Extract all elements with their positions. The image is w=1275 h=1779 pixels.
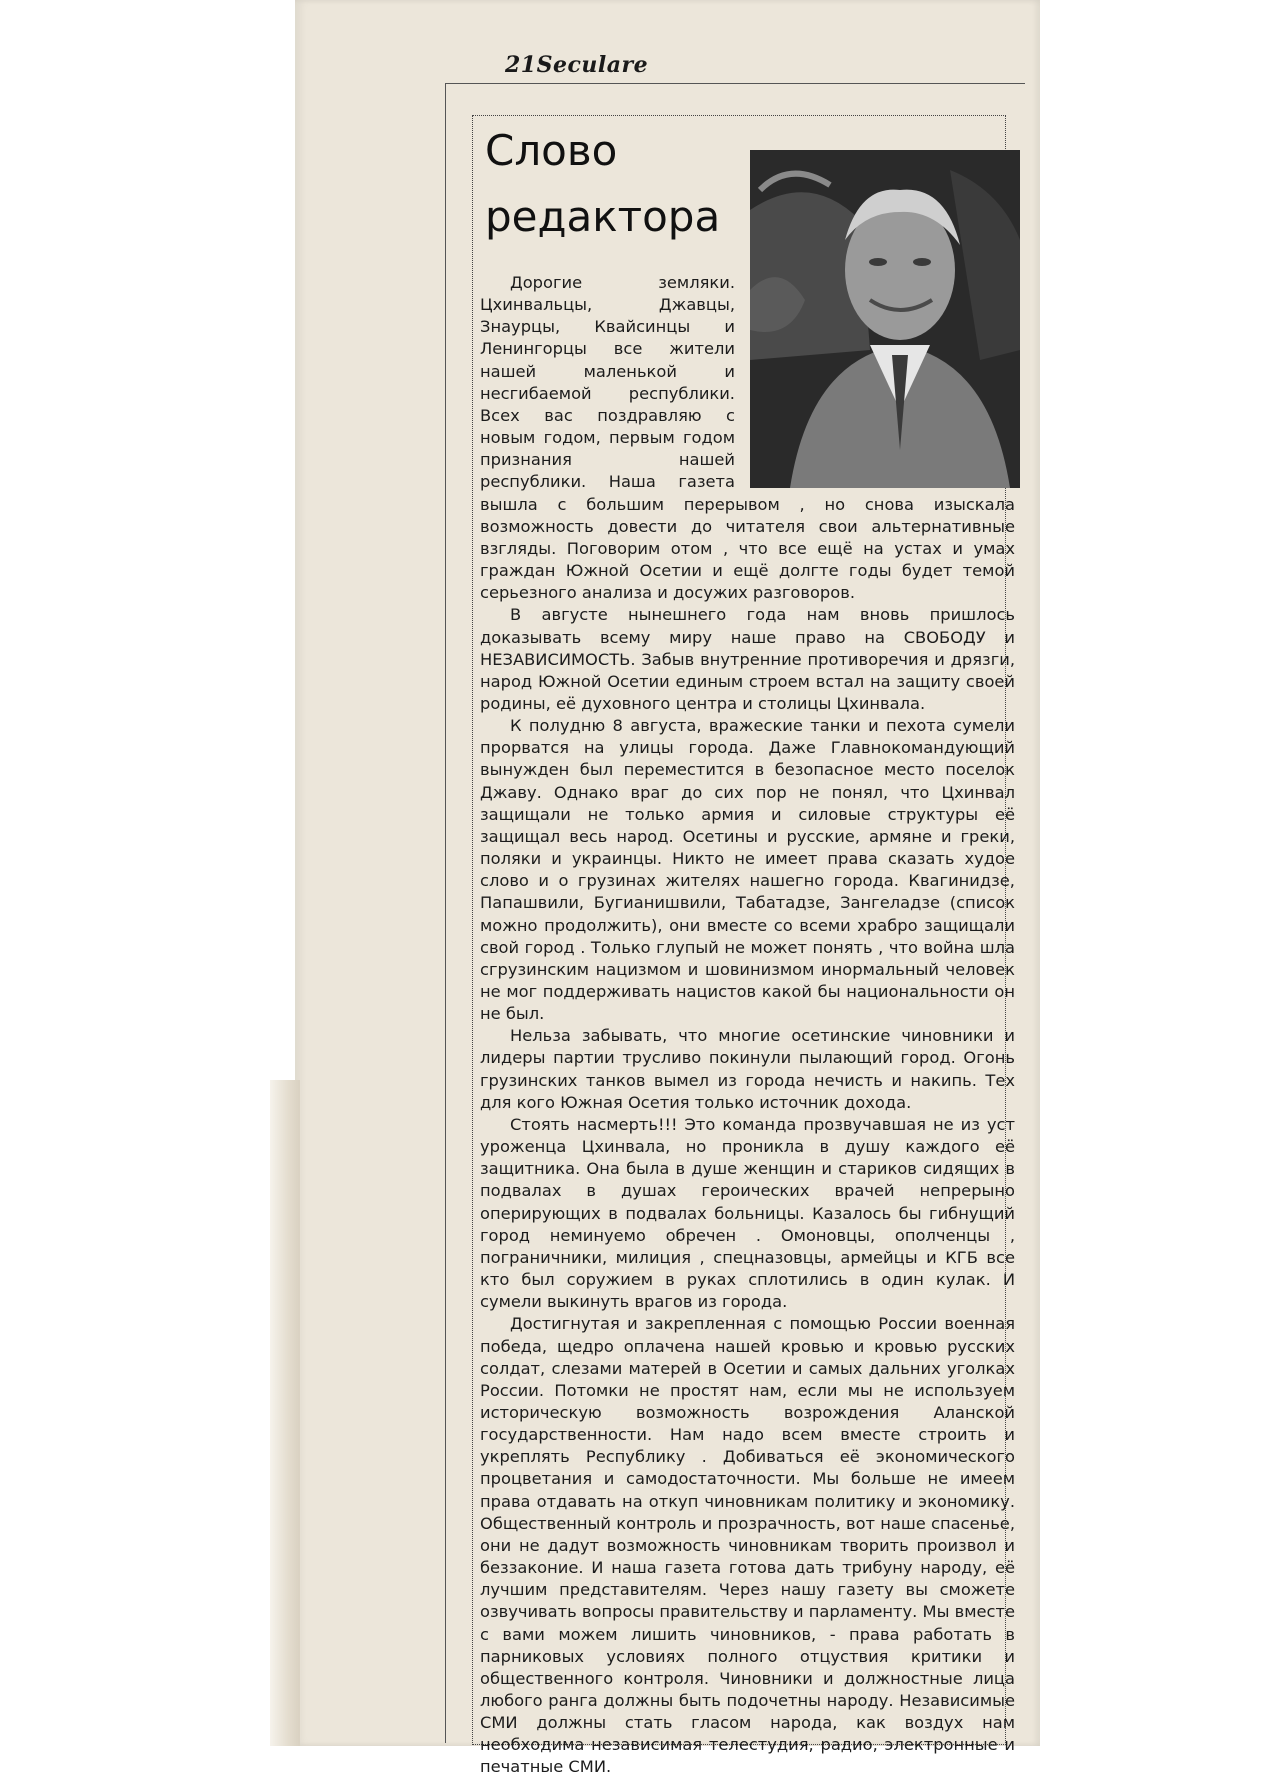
paper-fold bbox=[270, 1080, 300, 1746]
photo-float-spacer bbox=[745, 272, 1015, 492]
title-line-2: редактора bbox=[485, 192, 721, 241]
article-title bbox=[485, 118, 755, 250]
article-body bbox=[480, 272, 1015, 1779]
paragraph-3: К полудню 8 августа, вражеские танки и пехота сумели прорватся на улицы города. Даже Главнокомандующий вынужден был переместится в безопасное место поселок Джаву. Однако враг до сих пор не понял, что Цхинвал защищали не только армия и силовые структуры её защищал весь народ. Осетины и русские, армяне и греки, поляки и украинцы. Никто не имеет права сказать худое слово и о грузинах жителях нашегно города. Квагинидзе, Папашвили, Бугианишвили, Табатадзе, Зангеладзе (список можно продолжить), они вместе со всеми храбро защищали свой город . Только глупый не может понять , что война шла сгрузинским нацизмом и шовинизмом инормальный человек не мог поддерживать нацистов какой бы национальности он не был. bbox=[480, 716, 1015, 1024]
left-rule bbox=[445, 83, 446, 1743]
top-rule bbox=[445, 83, 1025, 84]
paragraph-5: Стоять насмерть!!! Это команда прозвучавшая не из уст уроженца Цхинвала, но проникла в душу каждого её защитника. Она была в душе женщин и стариков сидящих в подвалах в душах героических врачей непрерыно оперирующих в подвалах больницы. Казалось бы гибнущий город неминуемо обречен . Омоновцы, ополченцы , пограничники, милиция , спецназовцы, армейцы и КГБ все кто был соружием в руках сплотились в один кулак. И сумели выкинуть врагов из города. bbox=[480, 1114, 1015, 1312]
newspaper-masthead: 21Seculare bbox=[505, 52, 649, 78]
paragraph-4: Нельза забывать, что многие осетинские чиновники и лидеры партии трусливо покинули пылающий город. Огонь грузинских танков вымел из города нечисть и накипь. Тех для кого Южная Осетия только источник дохода. bbox=[480, 1026, 1015, 1112]
title-line-1: Слово bbox=[485, 126, 618, 175]
paragraph-6: Достигнутая и закрепленная с помощью России военная победа, щедро оплачена нашей кровью и кровью русских солдат, слезами матерей в Осетии и самых дальних уголках России. Потомки не простят нам, если мы не используем историческую возможность возрождения Аланской государственности. Нам надо всем вместе строить и укреплять Республику . Добиваться её экономического процветания и самодостаточности. Мы больше не имеем права отдавать на откуп чиновникам политику и экономику. Общественный контроль и прозрачность, вот наше спасенье, они не дадут возможность чиновникам творить произвол и беззаконие. И наша газета готова дать трибуну народу, её лучшим представителям. Через нашу газету вы сможете озвучивать вопросы правительству и парламенту. Мы вместе с вами можем лишить чиновников, - права работать в парниковых условиях полного отцуствия критики и общественного контроля. Чиновники и должностные лица любого ранга должны быть подочетны народу. Независимые СМИ должны стать гласом народа, как воздух нам необходима независимая телестудия, радио, электронные и печатные СМИ. bbox=[480, 1314, 1015, 1777]
paragraph-1: Дорогие земляки. Цхинвальцы, Джавцы, Знаурцы, Квайсинцы и Ленингорцы все жители нашей маленькой и несгибаемой республики. Всех вас поздравляю с новым годом, первым годом признания нашей республики. Наша газета вышла с большим перерывом , но снова изыскала возможность довести до читателя свои альтернативные взгляды. Поговорим отом , что все ещё на устах и умах граждан Южной Осетии и ещё долгте годы будет темой серьезного анализа и досужих разговоров. bbox=[480, 273, 1015, 603]
paragraph-2: В августе нынешнего года нам вновь пришлось доказывать всему миру наше право на СВОБОДУ и НЕЗАВИСИМОСТЬ. Забыв внутренние противоречия и дрязги, народ Южной Осетии единым строем встал на защиту своей родины, её духовного центра и столицы Цхинвала. bbox=[480, 605, 1015, 713]
